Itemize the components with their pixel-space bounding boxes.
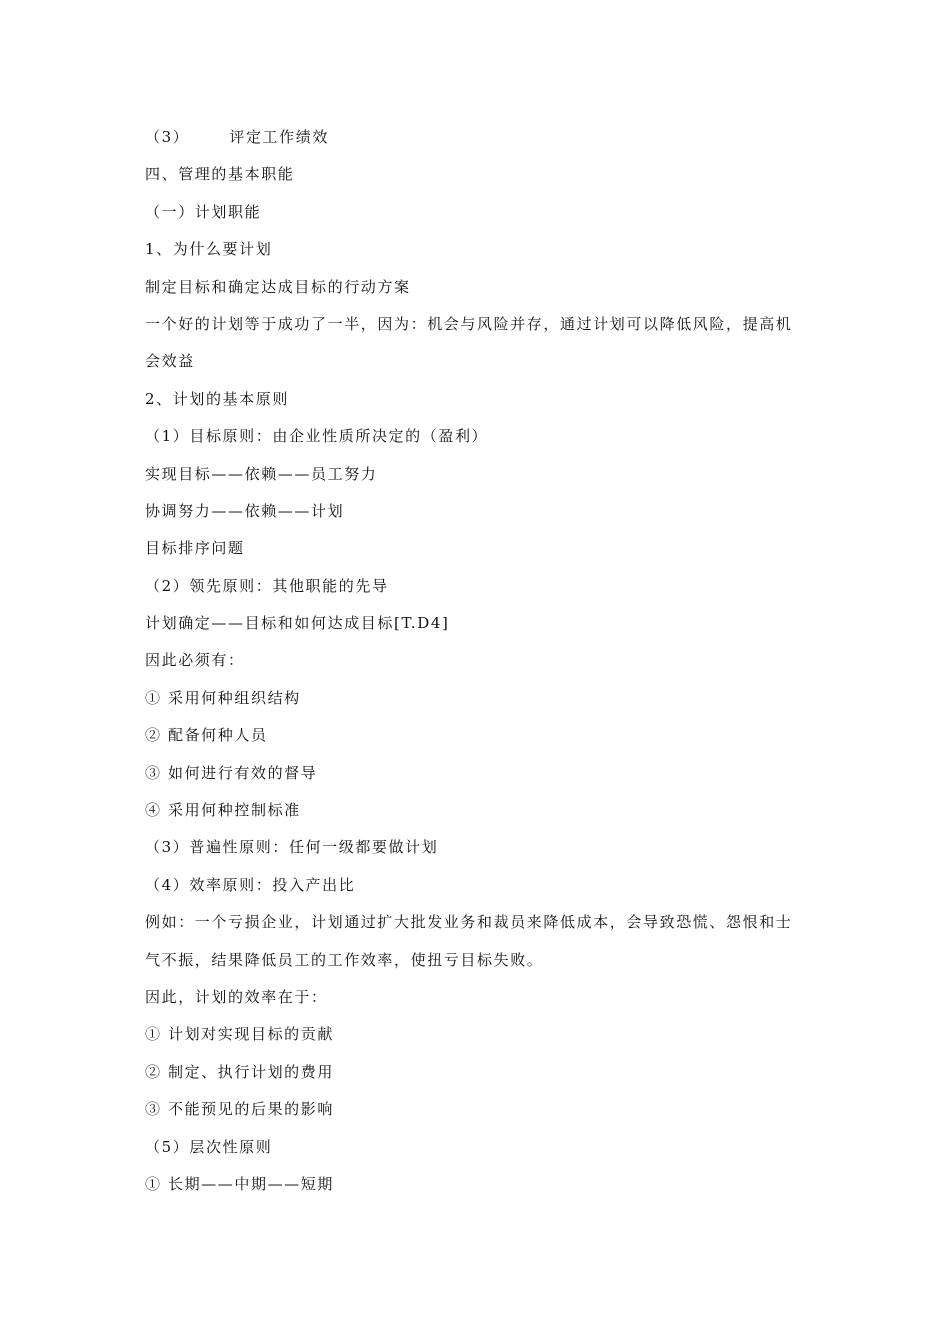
paragraph: 目标排序问题 bbox=[145, 539, 245, 558]
paragraph: 例如：一个亏损企业，计划通过扩大批发业务和裁员来降低成本，会导致恐慌、怨恨和士 bbox=[145, 913, 793, 932]
section-heading: 四、管理的基本职能 bbox=[145, 165, 295, 184]
list-item: ④ 采用何种控制标准 bbox=[145, 801, 301, 820]
list-item: ① 计划对实现目标的贡献 bbox=[145, 1025, 334, 1044]
document-body bbox=[145, 119, 810, 1203]
list-item-marker-line bbox=[145, 119, 810, 156]
paragraph: 制定目标和确定达成目标的行动方案 bbox=[145, 277, 411, 296]
paragraph: 因此必须有： bbox=[145, 651, 245, 670]
list-item: ③ 如何进行有效的督导 bbox=[145, 763, 318, 782]
principle-heading: （3）普遍性原则：任何一级都要做计划 bbox=[145, 838, 439, 857]
principle-heading: （1）目标原则：由企业性质所决定的（盈利） bbox=[145, 427, 489, 446]
numbered-heading: 1、为什么要计划 bbox=[145, 240, 273, 259]
principle-heading: （4）效率原则：投入产出比 bbox=[145, 875, 356, 894]
list-item-text: 评定工作绩效 bbox=[229, 128, 329, 146]
list-item: ③ 不能预见的后果的影响 bbox=[145, 1100, 334, 1119]
subsection-heading: （一）计划职能 bbox=[145, 202, 262, 221]
list-item: ① 采用何种组织结构 bbox=[145, 688, 301, 707]
list-marker: （3） bbox=[145, 128, 190, 146]
list-item: ① 长期——中期——短期 bbox=[145, 1174, 334, 1193]
principle-heading: （5）层次性原则 bbox=[145, 1137, 273, 1156]
paragraph: 因此，计划的效率在于： bbox=[145, 987, 328, 1006]
list-item: ② 制定、执行计划的费用 bbox=[145, 1062, 334, 1081]
paragraph: 计划确定——目标和如何达成目标[T.D4] bbox=[145, 614, 450, 633]
principle-heading: （2）领先原则：其他职能的先导 bbox=[145, 576, 389, 595]
paragraph: 协调努力——依赖——计划 bbox=[145, 501, 345, 520]
paragraph: 一个好的计划等于成功了一半，因为：机会与风险并存，通过计划可以降低风险，提高机 bbox=[145, 314, 793, 333]
list-item: ② 配备何种人员 bbox=[145, 726, 268, 745]
paragraph-continuation: 会效益 bbox=[145, 352, 195, 371]
numbered-heading: 2、计划的基本原则 bbox=[145, 389, 289, 408]
paragraph-continuation: 气不振，结果降低员工的工作效率，使扭亏目标失败。 bbox=[145, 950, 544, 969]
paragraph: 实现目标——依赖——员工努力 bbox=[145, 464, 378, 483]
